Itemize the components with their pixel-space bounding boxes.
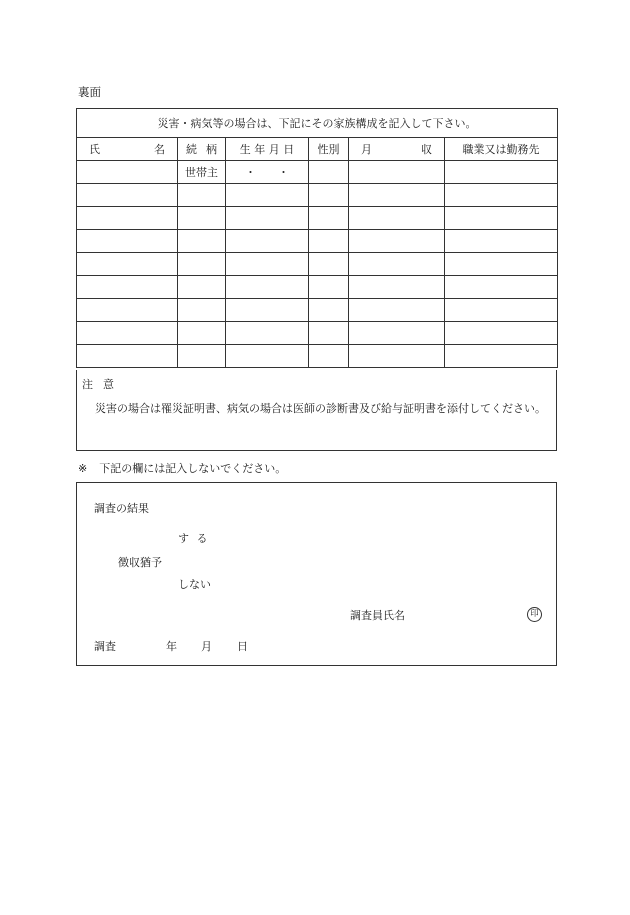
table-row <box>77 230 558 253</box>
cell-relation[interactable] <box>178 253 226 276</box>
year-label: 年 <box>166 640 177 653</box>
cell-gender[interactable] <box>309 322 349 345</box>
cell-birthdate[interactable] <box>226 345 309 368</box>
page-label: 裏面 <box>78 85 101 99</box>
option-no[interactable]: しない <box>178 578 211 591</box>
cell-gender[interactable] <box>309 276 349 299</box>
cell-income[interactable] <box>349 207 445 230</box>
cell-relation[interactable] <box>178 230 226 253</box>
table-row <box>77 161 558 184</box>
cell-income[interactable] <box>349 184 445 207</box>
cell-name[interactable] <box>77 161 178 184</box>
cell-birthdate[interactable] <box>226 299 309 322</box>
cell-birthdate[interactable] <box>226 207 309 230</box>
cell-income[interactable] <box>349 322 445 345</box>
cell-occupation[interactable] <box>445 276 558 299</box>
cell-birthdate[interactable] <box>226 184 309 207</box>
cell-name[interactable] <box>77 345 178 368</box>
cell-relation[interactable] <box>178 276 226 299</box>
header-name: 氏 名 <box>77 138 178 161</box>
deferral-label: 徴収猶予 <box>118 556 162 569</box>
cell-name[interactable] <box>77 322 178 345</box>
survey-result-label: 調査の結果 <box>94 502 149 515</box>
cell-relation[interactable] <box>178 184 226 207</box>
notes-box <box>76 370 557 451</box>
notes-title: 注意 <box>82 378 124 391</box>
table-row <box>77 253 558 276</box>
birth-dot: ・ <box>245 166 256 179</box>
cell-income[interactable] <box>349 345 445 368</box>
cell-gender[interactable] <box>309 299 349 322</box>
cell-relation: 世帯主 <box>178 161 226 184</box>
cell-gender[interactable] <box>309 230 349 253</box>
cell-relation[interactable] <box>178 322 226 345</box>
cell-relation[interactable] <box>178 345 226 368</box>
reference-mark-icon: ※ <box>78 462 88 475</box>
cell-occupation[interactable] <box>445 322 558 345</box>
cell-name[interactable] <box>77 207 178 230</box>
cell-name[interactable] <box>77 276 178 299</box>
cell-name[interactable] <box>77 299 178 322</box>
day-label: 日 <box>237 640 248 653</box>
header-occupation: 職業又は勤務先 <box>445 138 558 161</box>
cell-relation[interactable] <box>178 207 226 230</box>
cell-name[interactable] <box>77 184 178 207</box>
table-row <box>77 322 558 345</box>
remark-text: 下記の欄には記入しないでください。 <box>99 462 287 475</box>
cell-income[interactable] <box>349 230 445 253</box>
header-income: 月 収 <box>349 138 445 161</box>
header-gender: 性別 <box>309 138 349 161</box>
seal-icon: 印 <box>527 607 542 622</box>
survey-date-label: 調査 <box>94 640 116 653</box>
table-row <box>77 207 558 230</box>
cell-gender[interactable] <box>309 253 349 276</box>
table-row <box>77 184 558 207</box>
cell-birthdate[interactable] <box>226 322 309 345</box>
cell-gender[interactable] <box>309 207 349 230</box>
cell-name[interactable] <box>77 253 178 276</box>
option-yes[interactable]: す る <box>178 532 210 545</box>
cell-occupation[interactable] <box>445 230 558 253</box>
cell-gender[interactable] <box>309 345 349 368</box>
cell-income[interactable] <box>349 276 445 299</box>
cell-birthdate[interactable] <box>226 276 309 299</box>
cell-occupation[interactable] <box>445 207 558 230</box>
table-title: 災害・病気等の場合は、下記にその家族構成を記入して下さい。 <box>77 109 558 138</box>
table-row <box>77 299 558 322</box>
cell-occupation[interactable] <box>445 253 558 276</box>
header-birthdate: 生 年 月 日 <box>226 138 309 161</box>
month-label: 月 <box>201 640 212 653</box>
cell-occupation[interactable] <box>445 345 558 368</box>
cell-occupation[interactable] <box>445 299 558 322</box>
cell-birthdate[interactable] <box>226 253 309 276</box>
birth-dot: ・ <box>278 166 289 179</box>
investigator-label: 調査員氏名 <box>350 609 405 622</box>
table-row <box>77 345 558 368</box>
cell-birthdate[interactable] <box>226 230 309 253</box>
table-row <box>77 276 558 299</box>
header-relation: 続 柄 <box>178 138 226 161</box>
cell-relation[interactable] <box>178 299 226 322</box>
cell-income[interactable] <box>349 299 445 322</box>
remark-line <box>78 460 286 476</box>
cell-name[interactable] <box>77 230 178 253</box>
cell-occupation[interactable] <box>445 161 558 184</box>
survey-box <box>76 482 557 666</box>
cell-gender[interactable] <box>309 184 349 207</box>
family-composition-table <box>76 108 558 368</box>
cell-birthdate[interactable] <box>226 161 309 184</box>
notes-body: 災害の場合は罹災証明書、病気の場合は医師の診断書及び給与証明書を添付してください。 <box>95 402 546 415</box>
cell-income[interactable] <box>349 253 445 276</box>
cell-occupation[interactable] <box>445 184 558 207</box>
cell-gender[interactable] <box>309 161 349 184</box>
cell-income[interactable] <box>349 161 445 184</box>
